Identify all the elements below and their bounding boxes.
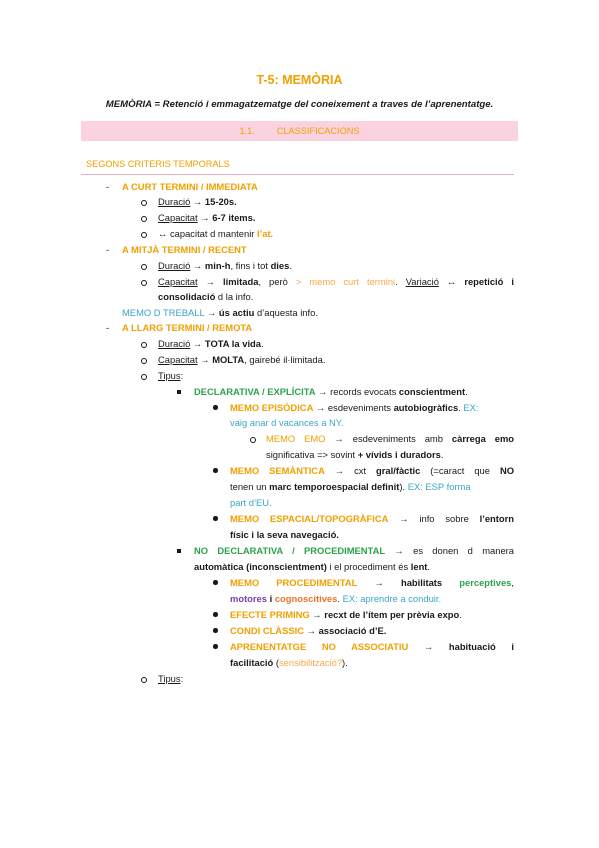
marc-text: marc temporoespacial definit: [269, 481, 400, 492]
circle-bullet: [141, 280, 147, 286]
arrow: →: [303, 625, 319, 636]
carrega-emo-text: càrrega emo: [451, 433, 515, 444]
habilitats-text: habilitats: [400, 577, 460, 588]
text: → esdeveniments amb: [325, 433, 452, 444]
text: .: [289, 260, 292, 271]
text: ↔: [438, 276, 465, 287]
episodica-line: [230, 402, 479, 414]
text: → esdeveniments: [313, 402, 394, 413]
llarg-duracio-line: [158, 338, 264, 350]
text: .: [261, 338, 264, 349]
aprenentatge-label: APRENENTATGE NO ASSOCIATIU: [230, 641, 409, 652]
text: (=caract que: [420, 465, 500, 476]
no-declarativa-line-2: [194, 561, 430, 573]
atencio-text: ↔ capacitat d mantenir: [158, 228, 258, 239]
episodica-example: vaig anar d vacances a NY.: [230, 417, 344, 428]
text: i el procediment és: [326, 561, 411, 572]
text: :: [180, 370, 184, 381]
arrow: →: [197, 212, 213, 223]
gral-factic-text: gral/fàctic: [376, 465, 421, 476]
no-declarativa-line: [194, 545, 514, 557]
circle-bullet: [141, 264, 147, 270]
tipus-line-2: [158, 673, 183, 685]
motores-text: motores: [230, 593, 267, 604]
arrow: →: [197, 276, 223, 287]
text: ).: [342, 657, 348, 668]
condi-classic-line: [230, 625, 386, 637]
entorn-text: l’entorn: [479, 513, 514, 524]
dash-bullet: -: [106, 181, 110, 192]
arrow: →: [204, 307, 219, 318]
associacio-text: associació d’E.: [318, 625, 387, 636]
dot-bullet: [213, 405, 218, 410]
capacitat-label: Capacitat: [158, 212, 198, 223]
autobiografics-text: autobiogràfics: [393, 402, 459, 413]
circle-bullet: [141, 677, 147, 683]
capacitat-label: Capacitat: [158, 354, 198, 365]
semantica-label: MEMO SEMÀNTICA: [230, 465, 325, 476]
procedimental-line-2: [230, 593, 441, 605]
procedimental-line: [230, 577, 514, 589]
duracio-value: min-h: [204, 260, 231, 271]
duracio-label: Duració: [158, 338, 191, 349]
text: significativa => sovint: [266, 449, 358, 460]
sensibilitzacio-text: sensibilització?: [278, 657, 343, 668]
arrow: →: [408, 641, 449, 652]
example-text: EX: aprendre a conduir.: [342, 593, 442, 604]
text: ,: [511, 577, 514, 588]
comparison-highlight: > memo curt termini: [295, 276, 396, 287]
text: → es donen d manera: [385, 545, 514, 556]
repeticio-text: repetició i: [464, 276, 514, 287]
semantica-example-2: part d’EU.: [230, 497, 272, 508]
mitja-duracio-line: [158, 260, 292, 272]
aprenentatge-line: [230, 641, 514, 653]
mitja-capacitat-line: [158, 276, 514, 288]
circle-bullet: [141, 358, 147, 364]
dot-bullet: [213, 580, 218, 585]
tipus-label: Tipus: [158, 673, 181, 684]
section-heading-bar: [81, 121, 518, 141]
facilitacio-text: facilitació: [230, 657, 274, 668]
dot-bullet: [213, 644, 218, 649]
text: , fins i tot: [230, 260, 271, 271]
lent-text: lent: [410, 561, 428, 572]
arrow: →: [357, 577, 401, 588]
tipus-line: [158, 370, 183, 382]
dot-bullet: [213, 612, 218, 617]
declarativa-line: [194, 386, 468, 398]
text: d’aquesta info.: [254, 307, 318, 318]
text: → info sobre: [388, 513, 480, 524]
square-bullet: [177, 390, 181, 394]
atencio-highlight: l’at.: [257, 228, 274, 239]
capacitat-value: MOLTA: [212, 354, 245, 365]
us-actiu-text: ús actiu: [218, 307, 255, 318]
text: ).: [399, 481, 408, 492]
curt-duracio-line: [158, 196, 237, 208]
limitada-text: limitada: [223, 276, 259, 287]
memo-emo-label: MEMO EMO: [266, 433, 326, 444]
arrow: →: [197, 354, 213, 365]
priming-line: [230, 609, 462, 621]
dot-bullet: [213, 628, 218, 633]
mitja-termini-heading: A MITJÀ TERMINI / RECENT: [122, 244, 247, 255]
document-title: T-5: MEMÒRIA: [256, 73, 343, 87]
text: .: [440, 449, 444, 460]
episodica-label: MEMO EPISÒDICA: [230, 402, 314, 413]
circle-bullet: [141, 232, 147, 238]
text: .: [459, 609, 462, 620]
variacio-label: Variació: [405, 276, 439, 287]
circle-bullet: [141, 374, 147, 380]
procedimental-label: MEMO PROCEDIMENTAL: [230, 577, 358, 588]
habituacio-text: habituació i: [448, 641, 514, 652]
espacial-label: MEMO ESPACIAL/TOPOGRÀFICA: [230, 513, 389, 524]
aprenentatge-line-2: [230, 657, 348, 669]
dash-bullet: -: [106, 322, 110, 333]
dot-bullet: [213, 468, 218, 473]
tipus-label: Tipus: [158, 370, 181, 381]
text: i: [267, 593, 275, 604]
condi-classic-label: CONDI CLÀSSIC: [230, 625, 304, 636]
duracio-value: TOTA la vida: [204, 338, 261, 349]
automatica-text: automàtica (inconscientment): [194, 561, 327, 572]
vivids-text: + vívids i duradors: [357, 449, 441, 460]
arrow: →: [309, 609, 325, 620]
criteria-heading: SEGONS CRITERIS TEMPORALS: [86, 159, 230, 169]
text: .: [395, 276, 406, 287]
memo-emo-line: [266, 433, 514, 445]
text: .: [427, 561, 431, 572]
curt-termini-heading: A CURT TERMINI / IMMEDIATA: [122, 181, 258, 192]
memory-definition: MEMÒRIA = Retenció i emmagatzematge del coneixement a traves de l’aprenentatge.: [105, 99, 494, 110]
text: (: [273, 657, 279, 668]
cognoscitives-text: cognoscitives: [274, 593, 338, 604]
text: , però: [258, 276, 296, 287]
text: .: [458, 402, 464, 413]
text: .: [465, 386, 468, 397]
llarg-capacitat-line: [158, 354, 325, 366]
text: d la info.: [215, 291, 254, 302]
espacial-line: [230, 513, 514, 525]
memo-treball-line: [122, 307, 318, 319]
duracio-label: Duració: [158, 260, 191, 271]
arrow: →: [190, 260, 205, 271]
no-text: NO: [499, 465, 514, 476]
perceptives-text: perceptives: [459, 577, 512, 588]
example-text: EX: ESP forma: [407, 481, 471, 492]
llarg-termini-heading: A LLARG TERMINI / REMOTA: [122, 322, 253, 333]
espacial-line-2: físic i la seva navegació.: [230, 529, 339, 540]
semantica-line-2: [230, 481, 471, 493]
text: → cxt: [324, 465, 377, 476]
curt-capacitat-line: [158, 212, 255, 224]
mitja-consolidacio-line: [158, 291, 253, 303]
text: , gairebé il·limitada.: [244, 354, 326, 365]
example-label: EX:: [463, 402, 479, 413]
text: :: [180, 673, 184, 684]
arrow: →: [190, 196, 205, 207]
circle-bullet: [141, 216, 147, 222]
text: → records evocats: [315, 386, 399, 397]
text: .: [337, 593, 343, 604]
section-number: 1.1.: [239, 126, 255, 136]
priming-text: recxt de l’ítem per prèvia expo: [324, 609, 460, 620]
capacitat-value: 6-7 items.: [212, 212, 256, 223]
declarativa-label: DECLARATIVA / EXPLÍCITA: [194, 386, 316, 397]
capacitat-label: Capacitat: [158, 276, 198, 287]
duracio-value: 15-20s.: [204, 196, 237, 207]
consolidacio-text: consolidació: [158, 291, 216, 302]
no-declarativa-label: NO DECLARATIVA / PROCEDIMENTAL: [194, 545, 386, 556]
memo-emo-line-2: [266, 449, 443, 461]
circle-bullet: [141, 200, 147, 206]
circle-bullet: [141, 342, 147, 348]
arrow: →: [190, 338, 205, 349]
square-bullet: [177, 549, 181, 553]
memo-treball-label: MEMO D TREBALL: [122, 307, 205, 318]
text: tenen un: [230, 481, 270, 492]
duracio-label: Duració: [158, 196, 191, 207]
conscientment-text: conscientment: [398, 386, 466, 397]
dies-text: dies: [270, 260, 290, 271]
curt-atencio-line: [158, 228, 273, 240]
priming-label: EFECTE PRIMING: [230, 609, 310, 620]
dot-bullet: [213, 516, 218, 521]
circle-bullet: [250, 437, 256, 443]
semantica-line: [230, 465, 514, 477]
criteria-underline: [81, 174, 514, 175]
section-label: CLASSIFICACIONS: [276, 126, 360, 136]
dash-bullet: -: [106, 244, 110, 255]
